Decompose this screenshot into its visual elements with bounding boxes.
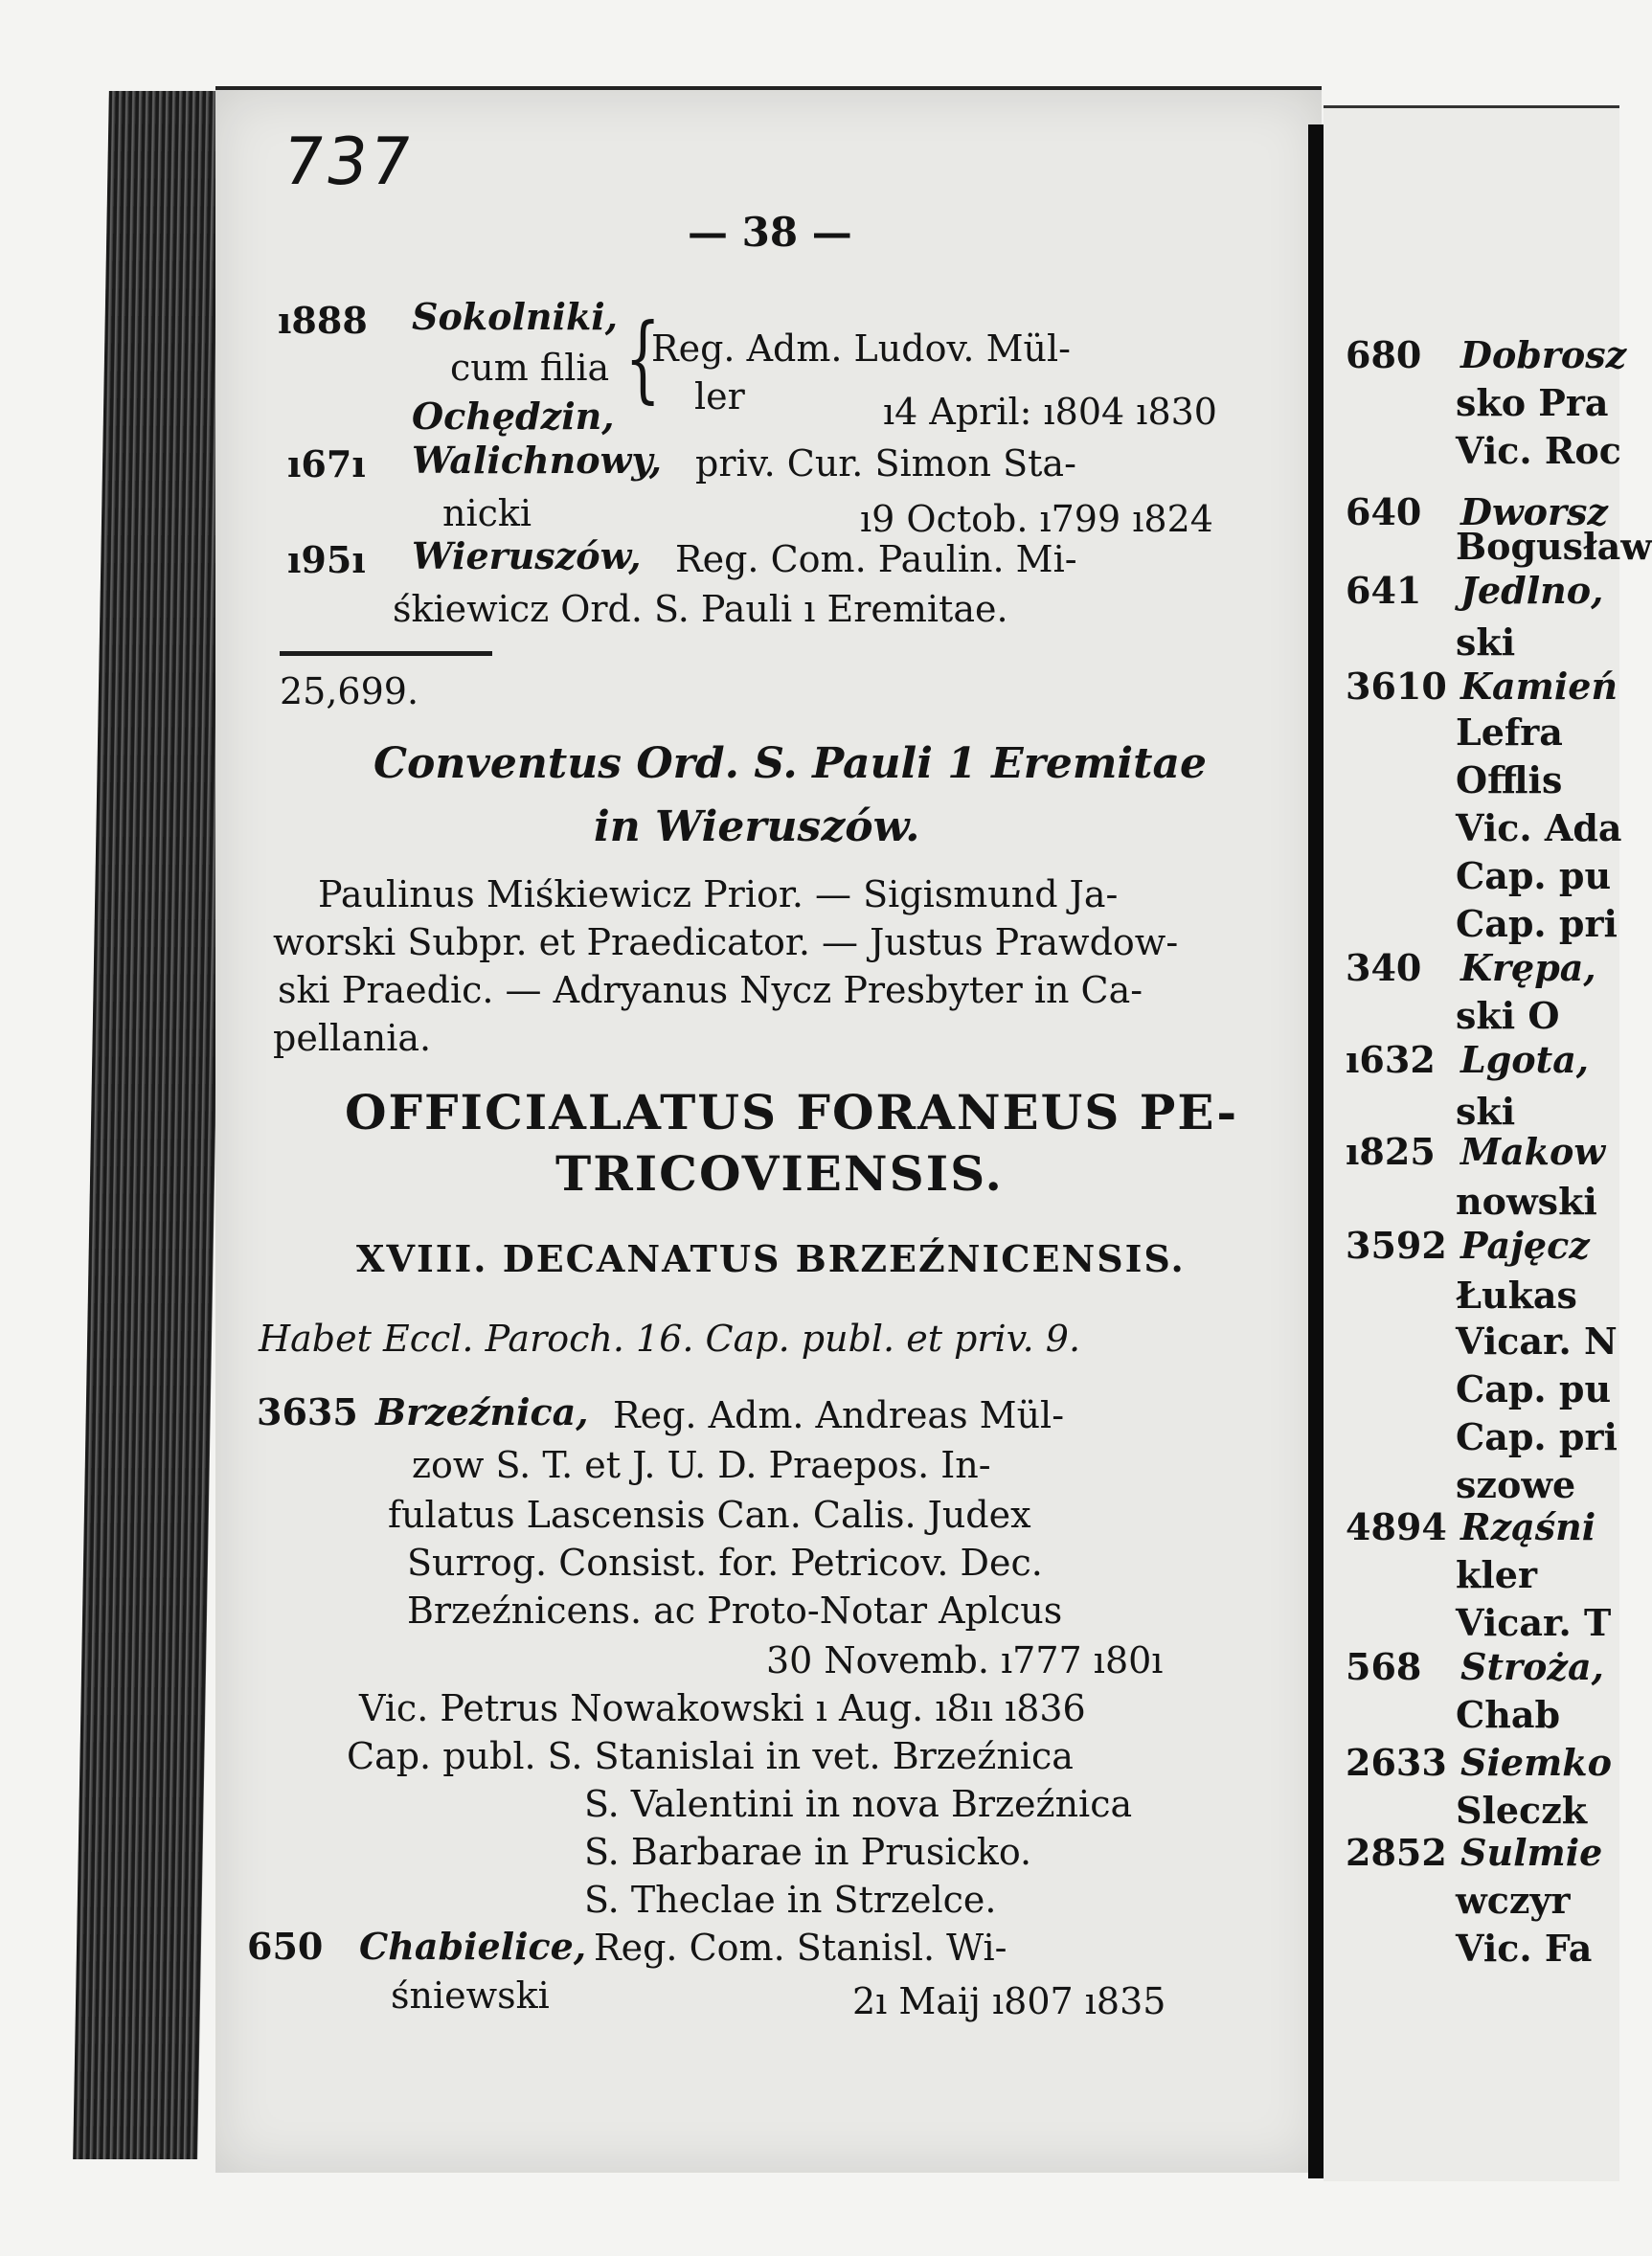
parish-name: Ochędzin, (412, 395, 615, 438)
entry-text: Reg. Com. Paulin. Mi- (675, 538, 1077, 580)
total-rule (280, 651, 492, 656)
page-number: — 38 — (688, 209, 852, 256)
right-entry-text: Vicar. N (1456, 1320, 1618, 1363)
parish-name: Brzeźnica, (375, 1390, 589, 1433)
total-value: 25,699. (280, 670, 419, 712)
parish-name: Wieruszów, (412, 534, 642, 577)
entry-text: śniewski (391, 1974, 550, 2017)
right-entry-text: Bogusław (1456, 525, 1652, 568)
right-entry-text: wczyr (1456, 1879, 1571, 1922)
entry-text: nicki (442, 492, 532, 534)
paragraph-line: worski Subpr. et Praedicator. — Justus Prawdow- (273, 921, 1179, 963)
right-entry-text: Vicar. T (1456, 1601, 1612, 1644)
right-entry-number: 2633 (1346, 1741, 1447, 1784)
entry-text: ler (694, 375, 745, 417)
right-entry-text: Cap. pri (1456, 902, 1618, 945)
right-entry-text: Rząśni (1460, 1505, 1596, 1548)
right-entry-text: Sleczk (1456, 1789, 1588, 1832)
entry-number: ı95ı (287, 538, 366, 581)
right-entry-number: 3592 (1346, 1224, 1447, 1267)
right-entry-text: nowski (1456, 1180, 1597, 1223)
right-entry-text: Sulmie (1460, 1831, 1603, 1874)
entry-text: cum filia (450, 347, 610, 389)
right-entry-text: Cap. pu (1456, 1367, 1612, 1410)
entry-number: ı888 (278, 299, 368, 342)
right-entry-text: kler (1456, 1553, 1537, 1596)
right-entry-text: ski O (1456, 994, 1560, 1037)
right-entry-text: Chab (1456, 1693, 1561, 1736)
right-entry-text: Lefra (1456, 711, 1563, 754)
entry-text: Reg. Adm. Ludov. Mül- (651, 327, 1071, 370)
right-entry-text: Vic. Fa (1456, 1927, 1593, 1970)
entry-text: Reg. Adm. Andreas Mül- (613, 1394, 1065, 1436)
page-gutter (1308, 124, 1324, 2178)
entry-text: fulatus Lascensis Can. Calis. Judex (388, 1494, 1031, 1536)
entry-dates: ı9 Octob. ı799 ı824 (860, 498, 1213, 540)
right-entry-text: Cap. pu (1456, 854, 1612, 897)
right-entry-text: ski (1456, 1090, 1516, 1133)
right-entry-text: szowe (1456, 1463, 1576, 1506)
habet-line: Habet Eccl. Paroch. 16. Cap. publ. et priv. 9. (259, 1318, 1081, 1360)
right-entry-number: 640 (1346, 490, 1422, 533)
right-entry-text: Siemko (1460, 1741, 1612, 1784)
entry-text: priv. Cur. Simon Sta- (695, 442, 1076, 485)
chapel-line: Cap. publ. S. Stanislai in vet. Brzeźnica (347, 1735, 1074, 1777)
entry-dates: 2ı Maij ı807 ı835 (852, 1980, 1166, 2022)
right-entry-text: Lgota, (1460, 1038, 1590, 1081)
right-entry-number: ı825 (1346, 1130, 1436, 1173)
right-entry-number: 4894 (1346, 1505, 1447, 1548)
right-entry-text: Vic. Ada (1456, 806, 1622, 849)
right-entry-text: ski (1456, 620, 1516, 664)
right-entry-text: Pajęcz (1460, 1224, 1590, 1267)
right-entry-text: Cap. pri (1456, 1415, 1618, 1458)
conventus-title: Conventus Ord. S. Pauli 1 Eremitae (373, 739, 1207, 788)
entry-number: 650 (247, 1925, 324, 1968)
right-entry-text: Offlis (1456, 758, 1563, 801)
chapel-line: S. Theclae in Strzelce. (584, 1879, 997, 1921)
conventus-subtitle: in Wieruszów. (594, 802, 920, 851)
right-entry-text: Makow (1460, 1130, 1606, 1173)
right-entry-number: 641 (1346, 569, 1422, 612)
parish-name: Walichnowy, (412, 439, 662, 482)
right-entry-text: Kamień (1460, 665, 1618, 708)
parish-name: Chabielice, (359, 1925, 587, 1968)
paragraph-line: ski Praedic. — Adryanus Nycz Presbyter in Ca- (278, 969, 1143, 1011)
entry-number: ı67ı (287, 442, 366, 485)
parish-name: Sokolniki, (412, 295, 618, 338)
right-entry-text: Jedlno, (1460, 569, 1604, 612)
right-entry-text: Vic. Roc (1456, 429, 1621, 472)
decanatus-heading: XVIII. DECANATUS BRZEŹNICENSIS. (356, 1237, 1186, 1280)
entry-text: Reg. Com. Stanisl. Wi- (594, 1927, 1007, 1969)
paragraph-line: pellania. (273, 1017, 432, 1059)
entry-text: Brzeźnicens. ac Proto-Notar Aplcus (407, 1590, 1063, 1632)
entry-dates: 30 Novemb. ı777 ı80ı (766, 1639, 1164, 1681)
right-entry-number: 3610 (1346, 665, 1447, 708)
chapel-line: S. Valentini in nova Brzeźnica (584, 1783, 1133, 1825)
right-entry-number: 680 (1346, 333, 1422, 376)
handwritten-number: 737 (277, 124, 419, 200)
right-entry-number: 340 (1346, 946, 1422, 989)
entry-dates: ı4 April: ı804 ı830 (883, 391, 1217, 433)
right-entry-text: Krępa, (1460, 946, 1596, 989)
book-edge (73, 91, 234, 2159)
right-entry-text: Dworsz (1460, 490, 1609, 533)
entry-text: zow S. T. et J. U. D. Praepos. In- (412, 1444, 991, 1486)
vicar-line: Vic. Petrus Nowakowski ı Aug. ı8ıı ı836 (359, 1687, 1086, 1729)
right-entry-text: sko Pra (1456, 381, 1609, 424)
right-entry-text: Łukas (1456, 1274, 1577, 1317)
entry-number: 3635 (257, 1390, 358, 1433)
brace: { (624, 305, 661, 414)
paragraph-line: Paulinus Miśkiewicz Prior. — Sigismund Ja- (318, 873, 1119, 915)
right-entry-number: 568 (1346, 1645, 1422, 1688)
right-entry-number: 2852 (1346, 1831, 1447, 1874)
right-entry-text: Stroża, (1460, 1645, 1604, 1688)
right-entry-number: ı632 (1346, 1038, 1436, 1081)
chapel-line: S. Barbarae in Prusicko. (584, 1831, 1032, 1873)
right-entry-text: Dobrosz (1460, 333, 1627, 376)
section-heading: OFFICIALATUS FORANEUS PE- (345, 1084, 1239, 1140)
section-heading: TRICOVIENSIS. (555, 1145, 1004, 1202)
entry-text: śkiewicz Ord. S. Pauli ı Eremitae. (393, 588, 1008, 630)
entry-text: Surrog. Consist. for. Petricov. Dec. (407, 1542, 1043, 1584)
